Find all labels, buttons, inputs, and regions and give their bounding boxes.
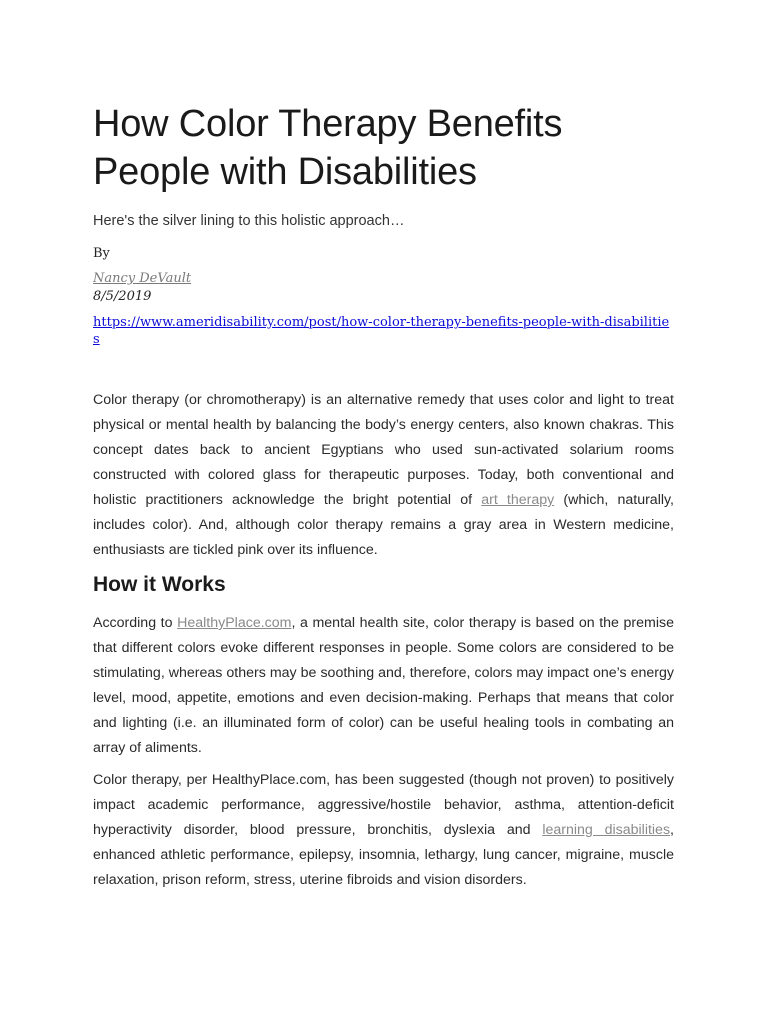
how-it-works-paragraph-1 bbox=[93, 611, 674, 761]
p2-text-after: , enhanced athletic performance, epilepsy, insomnia, lethargy, lung cancer, migraine, muscle relaxation, prison reform, stress, uterine fibroids and vision disorders. bbox=[93, 822, 674, 888]
section-heading: How it Works bbox=[93, 573, 226, 596]
publish-date: 8/5/2019 bbox=[93, 289, 152, 304]
learning-disabilities-link[interactable]: learning disabilities bbox=[542, 822, 671, 838]
intro-text-after: (which, naturally, includes color). And, although color therapy remains a gray area in Western medicine, enthusiasts are tickled pink over its influence. bbox=[93, 492, 674, 558]
art-therapy-link[interactable]: art therapy bbox=[481, 492, 555, 508]
p2-text-before: Color therapy, per HealthyPlace.com, has been suggested (though not proven) to positively impact academic performance, aggressive/hostile behavior, asthma, attention-deficit hyperactivity disorder, blood pressure, bronchitis, dyslexia and bbox=[93, 772, 674, 838]
author-link[interactable]: Nancy DeVault bbox=[93, 271, 192, 286]
article-title: How Color Therapy Benefits People with Disabilities bbox=[93, 103, 563, 193]
p1-text-before: According to bbox=[93, 615, 178, 631]
article-subtitle: Here's the silver lining to this holistic approach… bbox=[93, 213, 405, 229]
how-it-works-paragraph-2 bbox=[93, 768, 674, 893]
byline-label: By bbox=[93, 246, 110, 261]
source-url-link[interactable]: https://www.ameridisability.com/post/how-color-therapy-benefits-people-with-disabilities bbox=[93, 315, 670, 347]
healthyplace-link[interactable]: HealthyPlace.com bbox=[177, 615, 292, 631]
intro-paragraph bbox=[93, 388, 674, 563]
p1-text-after: , a mental health site, color therapy is based on the premise that different colors evoke different responses in people. Some colors are considered to be stimulating, whereas others may be soothing and, therefore, colors may impact one’s energy level, mood, appetite, emotions and even decision-making. Perhaps that means that color and lighting (i.e. an illuminated form of color) can be useful healing tools in combating an array of aliments. bbox=[93, 615, 674, 756]
intro-text-before: Color therapy (or chromotherapy) is an alternative remedy that uses color and light to treat physical or mental health by balancing the body’s energy centers, also known chakras. This concept dates back to ancient Egyptians who used sun-activated solarium rooms constructed with colored glass for therapeutic purposes. Today, both conventional and holistic practitioners acknowledge the bright potential of bbox=[93, 392, 674, 508]
